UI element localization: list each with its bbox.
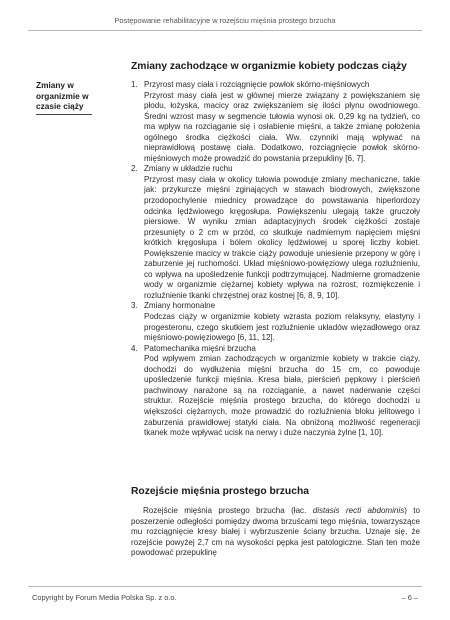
list-item-number: 3.: [131, 301, 138, 311]
list-item: [131, 301, 420, 343]
changes-list: [131, 80, 420, 439]
list-item-text: Przyrost masy ciała jest w głównej mierze związany z powiększaniem się płodu, łożyska, macicy oraz zwiększaniem się ilości płynu owodniowego. Średni wzrost masy w segmencie tułowia wynosi ok. 0,29 kg na tydzień, co ma wpływ na rozciąganie się i osłabienie mięśni, a także zmianę położenia ogólnego środka ciężkości ciała. Ww. czynniki mają wpływać na nieprawidłową postawę ciała. Dodatkowo, rozciągnięcie powłok skórno-mięśniowych może prowadzić do powstania przepukliny [6, 7].: [144, 90, 420, 163]
paragraph-text-start: Rozejście mięśnia prostego brzucha (łac.: [143, 506, 313, 515]
running-title: Postępowanie rehabilitacyjne w rozejściu mięśnia prostego brzucha: [114, 16, 336, 25]
section-body-changes: [131, 80, 420, 439]
list-item-text: Przyrost masy ciała w okolicy tułowia powoduje zmiany mechaniczne, takie jak: przykurcze mięśni zginających w stawach biodrowych, zwiększone przodopochylenie miednicy prowadzące do powstawania hiperlordozy odcinka lędźwiowego kręgosłupa. Powiększeniu ulegają także gruczoły piersiowe. W wyniku zmian adaptacyjnych środek ciężkości zostaje przesunięty o 2 cm w przód, co skutkuje nadmiernym napięciem mięśni krótkich kręgosłupa i bólem okolicy lędźwiowej u sporej liczby kobiet. Powiększenie macicy w trakcie ciąży powoduje uniesienie przepony w górę i zaburzenie jej ruchomości. Układ mięśniowo-powięziowy ulega rozluźnieniu, co wpływa na upośledzenie funkcji podtrzymującej. Nadmierne gromadzenie wody w organizmie ciężarnej kobiety wpływa na rozrost, rozmiękczenie i rozluźnienie tkanki chrzęstnej oraz kostnej [6, 8, 9, 10].: [144, 174, 420, 300]
list-item: [131, 164, 420, 301]
paragraph-text-end: ) to poszerzenie odległości pomiędzy dwoma brzuścami tego mięśnia, towarzyszące mu rozciągnięcie kresy białej i wybrzuszenie ściany brzucha. Uznaje się, że rozejście powyżej 2,7 cm na wysokości pępka jest patologiczne. Stan ten może powodować przepuklinę: [131, 506, 420, 558]
page-number: – 6 –: [401, 593, 418, 602]
latin-term: distasis recti abdominis: [312, 506, 405, 515]
list-item-title: Przyrost masy ciała i rozciągnięcie powłok skórno-mięśniowych: [144, 80, 370, 89]
list-item-title: Patomechanika mięśni brzucha: [144, 343, 256, 353]
list-item-number: 2.: [131, 164, 138, 174]
body-paragraph: [131, 506, 420, 559]
list-item: [131, 344, 420, 439]
section-title-changes: Zmiany zachodzące w organizmie kobiety podczas ciąży: [131, 61, 407, 72]
section-title-diastasis: Rozejście mięśnia prostego brzucha: [131, 486, 309, 497]
page-header: [28, 0, 422, 31]
list-item-number: 1.: [131, 80, 138, 89]
list-item-title: Zmiany w układzie ruchu: [144, 164, 233, 174]
copyright-text: Copyright by Forum Media Polska Sp. z o.o.: [32, 593, 177, 602]
list-item-text: Pod wpływem zmian zachodzących w organizmie kobiety w trakcie ciąży, dochodzi do wydłużenia mięśni brzucha do 15 cm, co powoduje upośledzenie funkcji mięśnia. Kresa biała, pierścień pępkowy i pierścień pachwinowy narażone są na rozciąganie, a nawet naderwanie części struktur. Rozejście mięśnia prostego brzucha, do którego dochodzi u większości ciężarnych, może prowadzić do rozluźnienia bloku jelitowego i zaburzenia prawidłowej statyki ciała. Na obniżoną możliwość regeneracji tkanek może wpływać ucisk na nerwy i duże naczynia żylne [1, 10].: [144, 354, 420, 438]
list-item-title: Zmiany hormonalne: [144, 301, 216, 311]
list-item-number: 4.: [131, 343, 138, 353]
list-item-text: Podczas ciąży w organizmie kobiety wzrasta poziom relaksyny, elastyny i progesteronu, czego skutkiem jest rozluźnienie układów więzadłowego oraz mięśniowo-powięziowego [6, 11, 12].: [144, 312, 420, 343]
section-body-diastasis: [131, 506, 420, 559]
list-item: [131, 80, 420, 164]
sidebar-note: Zmiany w organizmie w czasie ciąży: [36, 80, 92, 115]
page-footer: [28, 586, 422, 602]
